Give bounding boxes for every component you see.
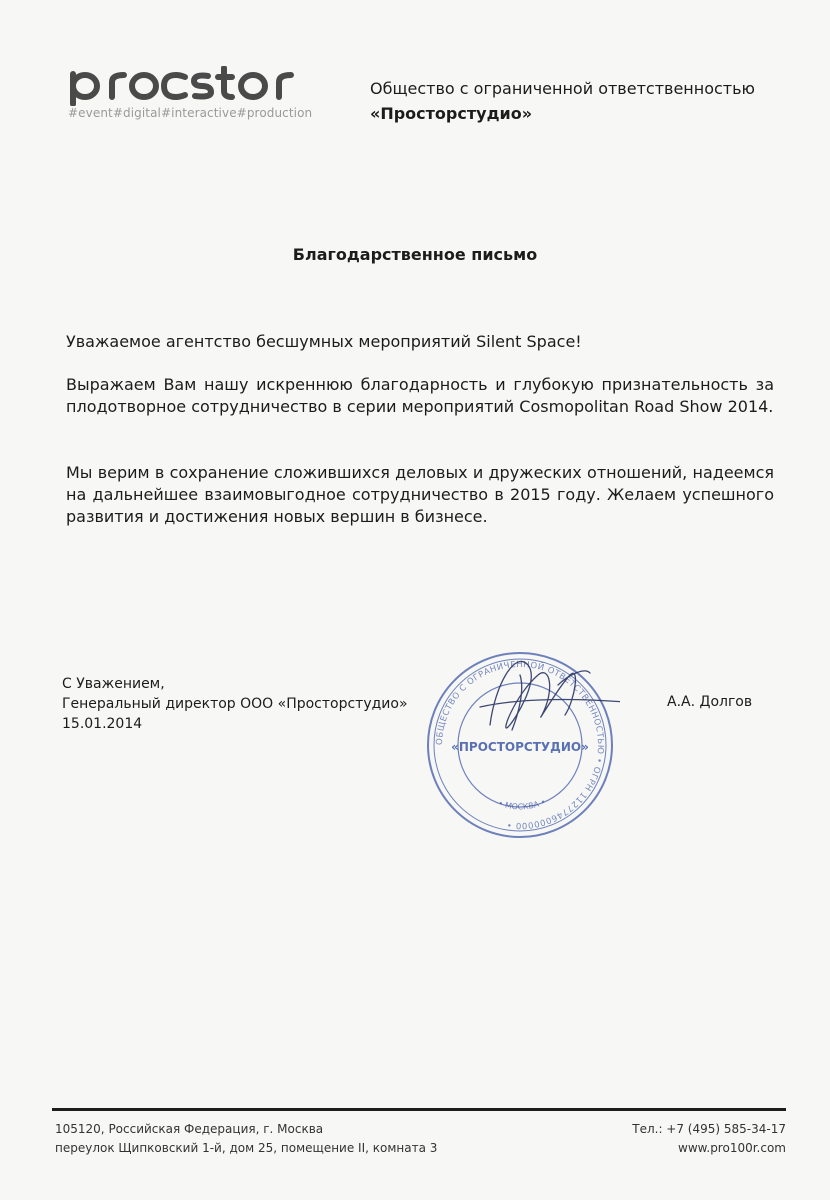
company-stamp xyxy=(420,645,620,845)
letter-paragraph-2: Мы верим в сохранение сложившихся деловых и дружеских отношений, надеемся на дальнейшее взаимовыгодное сотрудничество в 2015 году. Желаем успешного развития и достижения новых вершин в бизнесе. xyxy=(66,463,774,526)
svg-text:• МОСКВА • xyxy=(497,797,547,811)
stamp-bottom-text: • МОСКВА • xyxy=(497,797,548,812)
company-name-block xyxy=(370,76,755,126)
footer-website: www.pro100r.com xyxy=(678,1141,786,1155)
letter-title: Благодарственное письмо xyxy=(292,245,538,264)
footer-address-line-2: переулок Щипковский 1-й, дом 25, помещение II, комната 3 xyxy=(55,1141,438,1155)
signature-closing: С Уважением, xyxy=(62,676,165,692)
footer-address xyxy=(55,1120,437,1158)
footer-phone: Тел.: +7 (495) 585-34-17 xyxy=(632,1122,786,1136)
signatory-name: А.А. Долгов xyxy=(667,694,753,710)
letter-date: 15.01.2014 xyxy=(62,716,143,732)
stamp-center-text: «ПРОСТОРСТУДИО» xyxy=(451,740,589,754)
company-logo xyxy=(68,66,313,120)
letter-greeting: Уважаемое агентство бесшумных мероприятий Silent Space! xyxy=(66,332,582,351)
company-legal-form: Общество с ограниченной ответственностью xyxy=(370,79,756,98)
letter-paragraph-1: Выражаем Вам нашу искреннюю благодарность и глубокую признательность за плодотворное сотрудничество в серии мероприятий Cosmopolitan Road Show 2014. xyxy=(66,375,774,416)
signature-block xyxy=(62,674,408,734)
company-name: «Просторстудио» xyxy=(370,104,533,123)
footer-address-line-1: 105120, Российская Федерация, г. Москва xyxy=(55,1122,324,1136)
logo-tagline: #event#digital#interactive#production xyxy=(68,106,313,120)
footer-divider xyxy=(52,1108,786,1111)
signatory-position: Генеральный директор ООО «Просторстудио» xyxy=(62,696,408,712)
footer-contacts xyxy=(632,1120,786,1158)
logo-wordmark-icon xyxy=(68,66,300,106)
stamp-ring-text: ОБЩЕСТВО С ОГРАНИЧЕННОЙ ОТВЕТСТВЕННОСТЬЮ • ОГРН 1127746000000 • xyxy=(434,659,606,831)
